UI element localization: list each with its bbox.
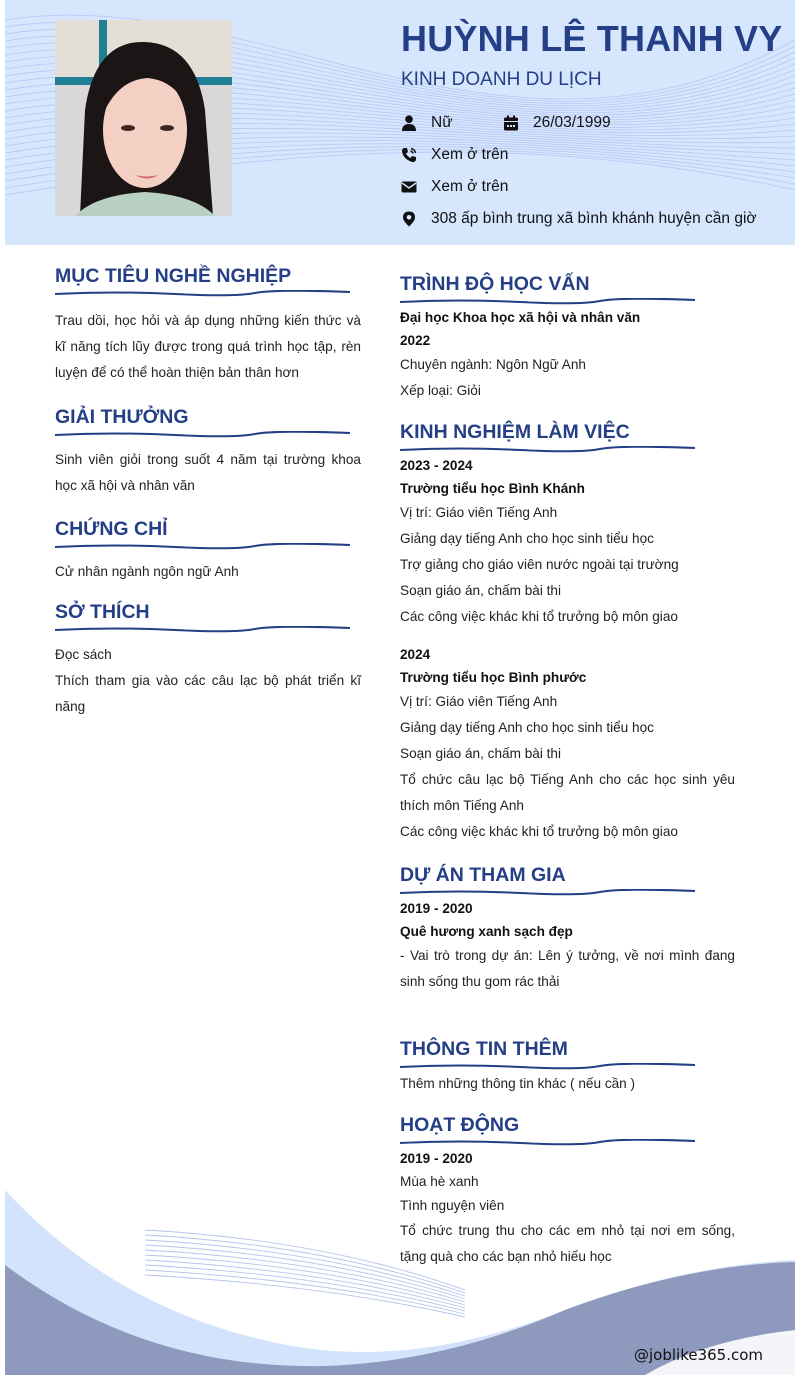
section-title: SỞ THÍCH — [55, 601, 150, 623]
experience-line: Các công việc khác khi tổ trưởng bộ môn giao — [400, 609, 678, 624]
experience-line: Soạn giáo án, chấm bài thi — [400, 746, 561, 761]
phone-icon — [401, 147, 417, 163]
address-row — [401, 210, 757, 228]
experience-line: Vị trí: Giáo viên Tiếng Anh — [400, 505, 558, 520]
birthday-row — [503, 114, 611, 132]
experience-line: Tổ chức câu lạc bộ Tiếng Anh cho các học sinh yêu thích môn Tiếng Anh — [400, 772, 735, 813]
objective-text: Trau dồi, học hỏi và áp dụng những kiến thức và kĩ năng tích lũy được trong quá trình học tập, rèn luyện để có thể hoàn thiện bản thân hơn — [55, 313, 361, 380]
title-underline — [400, 446, 695, 454]
education-major: Chuyên ngành: Ngôn Ngữ Anh — [400, 357, 586, 372]
project-name: Quê hương xanh sạch đẹp — [400, 924, 573, 939]
experience-company: Trường tiểu học Bình phước — [400, 670, 587, 685]
title-underline — [400, 298, 695, 306]
section-title: THÔNG TIN THÊM — [400, 1038, 568, 1060]
experience-company: Trường tiểu học Bình Khánh — [400, 481, 585, 496]
gender-row — [401, 114, 453, 132]
email-row — [401, 178, 508, 196]
section-objective — [55, 265, 361, 386]
section-title: GIẢI THƯỞNG — [55, 406, 189, 428]
experience-period: 2024 — [400, 647, 431, 662]
gender-value: Nữ — [431, 114, 453, 131]
project-period: 2019 - 2020 — [400, 901, 473, 916]
activity-text: Tổ chức trung thu cho các em nhỏ tại nơi em sống, tặng quà cho các bạn nhỏ hiếu học — [400, 1223, 735, 1264]
cv-header — [5, 0, 795, 245]
hobby-item: Đọc sách — [55, 647, 112, 662]
experience-line: Trợ giảng cho giáo viên nước ngoài tại trường — [400, 557, 679, 572]
section-certificates — [55, 518, 361, 585]
profile-photo — [55, 20, 232, 216]
experience-line: Vị trí: Giáo viên Tiếng Anh — [400, 694, 558, 709]
section-projects — [400, 864, 735, 995]
education-school: Đại học Khoa học xã hội và nhân văn — [400, 310, 641, 325]
section-education — [400, 273, 735, 404]
project-text: - Vai trò trong dự án: Lên ý tưởng, về nơi mình đang sinh sống thu gom rác thải — [400, 948, 735, 989]
calendar-icon — [503, 115, 519, 131]
title-underline — [400, 1063, 695, 1071]
more-info-text: Thêm những thông tin khác ( nếu cần ) — [400, 1076, 636, 1091]
experience-line: Giảng dạy tiếng Anh cho học sinh tiểu học — [400, 531, 654, 546]
education-rank: Xếp loại: Giỏi — [400, 383, 481, 398]
phone-value: Xem ở trên — [431, 146, 509, 163]
section-title: DỰ ÁN THAM GIA — [400, 864, 566, 886]
section-title: KINH NGHIỆM LÀM VIỆC — [400, 421, 630, 443]
section-experience — [400, 421, 735, 845]
title-underline — [400, 889, 695, 897]
address-value: 308 ấp bình trung xã bình khánh huyện cần giờ — [431, 210, 757, 227]
experience-line: Soạn giáo án, chấm bài thi — [400, 583, 561, 598]
experience-line: Các công việc khác khi tổ trưởng bộ môn giao — [400, 824, 678, 839]
birthday-value: 26/03/1999 — [533, 114, 611, 131]
activity-line: Tình nguyện viên — [400, 1198, 505, 1213]
title-underline — [55, 543, 350, 551]
cv-page — [5, 0, 795, 1375]
user-icon — [401, 115, 417, 131]
title-underline — [400, 1139, 695, 1147]
experience-item — [400, 643, 735, 845]
candidate-name: HUỲNH LÊ THANH VY — [401, 18, 783, 59]
watermark-text: @joblike365.com — [634, 1346, 764, 1364]
experience-period: 2023 - 2024 — [400, 458, 473, 473]
education-year: 2022 — [400, 333, 431, 348]
activity-period: 2019 - 2020 — [400, 1151, 473, 1166]
phone-row — [401, 146, 508, 164]
section-title: MỤC TIÊU NGHỀ NGHIỆP — [55, 265, 292, 287]
activity-line: Mùa hè xanh — [400, 1174, 479, 1189]
section-awards — [55, 406, 361, 499]
section-title: CHỨNG CHỈ — [55, 518, 168, 540]
title-underline — [55, 626, 350, 634]
title-underline — [55, 431, 350, 439]
section-title: HOẠT ĐỘNG — [400, 1114, 520, 1136]
experience-item — [400, 454, 735, 630]
hobby-item: Thích tham gia vào các câu lạc bộ phát triển kĩ năng — [55, 673, 361, 714]
certificate-text: Cử nhân ngành ngôn ngữ Anh — [55, 564, 239, 579]
experience-line: Giảng dạy tiếng Anh cho học sinh tiểu học — [400, 720, 654, 735]
envelope-icon — [401, 179, 417, 195]
title-underline — [55, 290, 350, 298]
email-value: Xem ở trên — [431, 178, 509, 195]
section-hobbies — [55, 601, 361, 720]
section-title: TRÌNH ĐỘ HỌC VẤN — [400, 273, 590, 295]
job-title: KINH DOANH DU LỊCH — [401, 69, 602, 90]
left-column — [55, 265, 361, 720]
awards-text: Sinh viên giỏi trong suốt 4 năm tại trường khoa học xã hội và nhân văn — [55, 452, 361, 493]
map-pin-icon — [401, 211, 417, 227]
section-more-info — [400, 1038, 735, 1097]
